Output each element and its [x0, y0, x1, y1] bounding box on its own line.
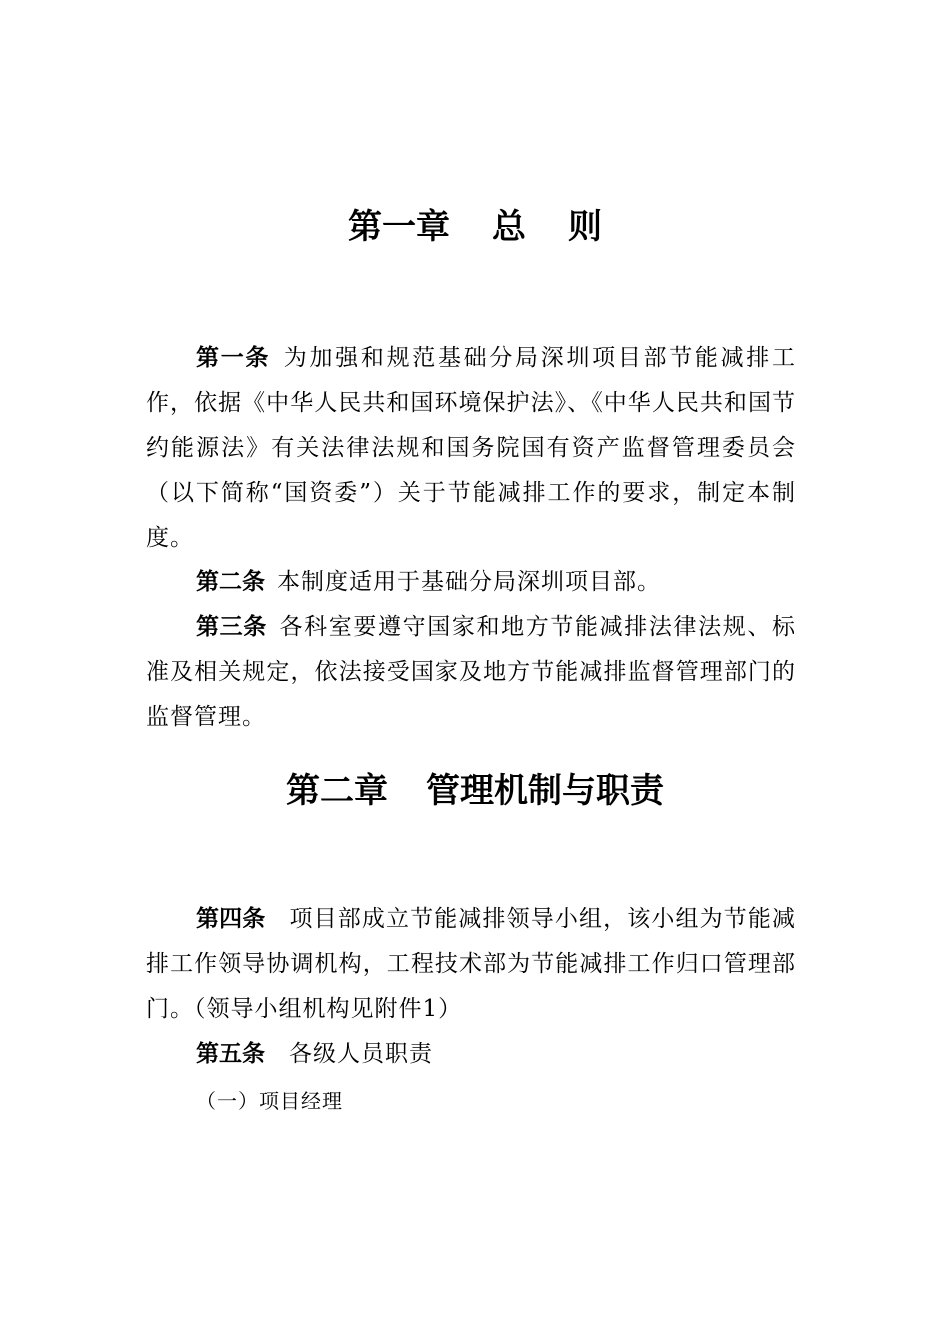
- article-4-label: 第四条: [196, 906, 266, 932]
- article-2-label: 第二条: [196, 569, 265, 595]
- article-4-text: 项目部成立节能减排领导小组，该小组为节能减排工作领导协调机构，工程技术部为节能减排工作归口管理部门。（领导小组机构见附件1）: [146, 906, 796, 1022]
- chapter-1-title: [0, 207, 950, 247]
- article-3: [146, 605, 796, 740]
- article-1-text: 为加强和规范基础分局深圳项目部节能减排工作，依据《中华人民共和国环境保护法》、《中华人民共和国节约能源法》有关法律法规和国务院国有资产监督管理委员会（以下简称“国资委”）关于节能减排工作的要求，制定本制度。: [146, 345, 797, 551]
- article-3-label: 第三条: [196, 614, 267, 640]
- article-5-label: 第五条: [196, 1041, 265, 1067]
- subsection-1: （一）项目经理: [196, 1089, 343, 1113]
- chapter-1-word-1: 总: [492, 207, 526, 247]
- article-2: [146, 560, 796, 605]
- article-1: [146, 336, 796, 561]
- article-1-label: 第一条: [196, 345, 271, 371]
- article-3-text: 各科室要遵守国家和地方节能减排法律法规、标准及相关规定，依法接受国家及地方节能减排监督管理部门的监督管理。: [146, 614, 796, 730]
- chapter-2-prefix: 第二章: [286, 771, 388, 811]
- chapter-1-prefix: 第一章: [348, 207, 450, 247]
- article-5: [146, 1032, 796, 1077]
- article-4: [146, 897, 796, 1032]
- chapter-1-word-2: 则: [568, 207, 602, 247]
- chapter-2-title: [0, 771, 950, 811]
- article-2-text: 本制度适用于基础分局深圳项目部。: [277, 569, 661, 595]
- chapter-2-name: 管理机制与职责: [426, 771, 664, 811]
- article-5-text: 各级人员职责: [289, 1041, 433, 1067]
